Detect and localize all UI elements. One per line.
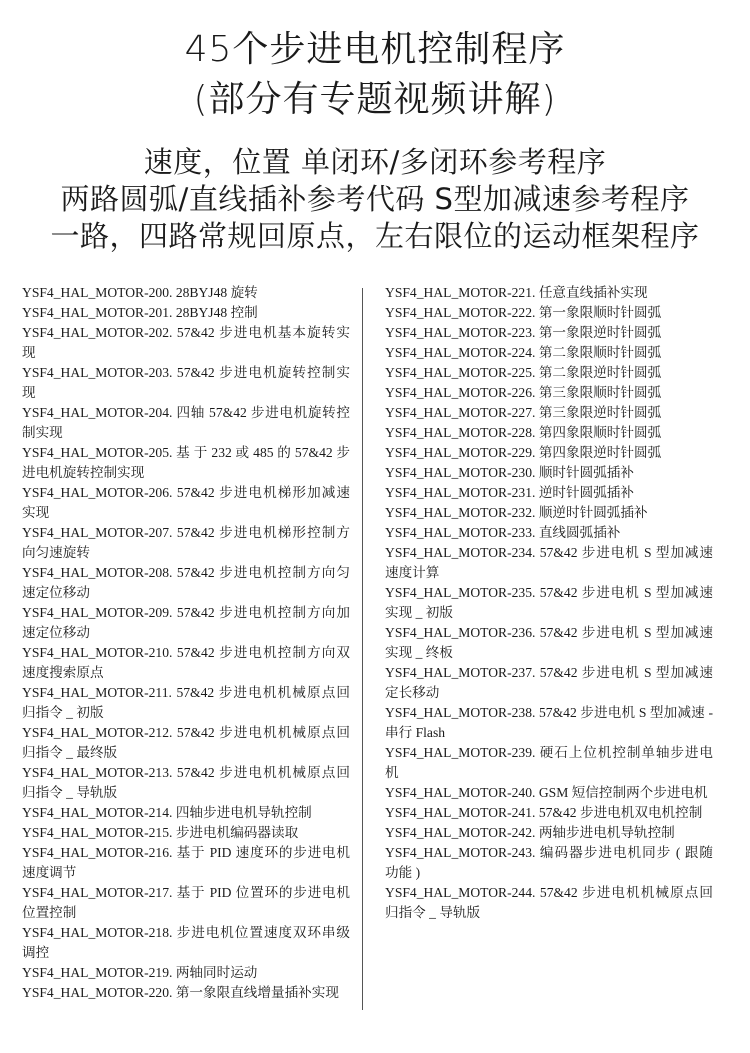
- list-item: YSF4_HAL_MOTOR-219. 两轴同时运动: [22, 965, 258, 980]
- header: [0, 0, 750, 255]
- list-item: YSF4_HAL_MOTOR-222. 第一象限顺时针圆弧: [385, 305, 662, 320]
- page-title: 45个步进电机控制程序: [184, 29, 566, 70]
- list-item: YSF4_HAL_MOTOR-225. 第二象限逆时针圆弧: [385, 365, 662, 380]
- list-item: YSF4_HAL_MOTOR-235. 57&42 步进电机 S 型加减速实现 _ 初版: [385, 585, 713, 620]
- list-item: YSF4_HAL_MOTOR-220. 第一象限直线增量插补实现: [22, 985, 339, 1000]
- list-item: YSF4_HAL_MOTOR-229. 第四象限逆时针圆弧: [385, 445, 662, 460]
- subtitle-line-1: 速度，位置 单闭环/多闭环参考程序: [143, 145, 607, 179]
- left-program-list: [22, 283, 350, 1003]
- list-item: YSF4_HAL_MOTOR-232. 顺逆时针圆弧插补: [385, 505, 648, 520]
- subtitle-line-3: 一路，四路常规回原点，左右限位的运动框架程序: [50, 219, 700, 253]
- list-item: YSF4_HAL_MOTOR-201. 28BYJ48 控制: [22, 305, 258, 320]
- list-item: YSF4_HAL_MOTOR-224. 第二象限顺时针圆弧: [385, 345, 662, 360]
- list-item: YSF4_HAL_MOTOR-200. 28BYJ48 旋转: [22, 285, 258, 300]
- list-item: YSF4_HAL_MOTOR-207. 57&42 步进电机梯形控制方向匀速旋转: [22, 525, 350, 560]
- page-title-note: (部分有专题视频讲解): [193, 79, 557, 120]
- list-item: YSF4_HAL_MOTOR-209. 57&42 步进电机控制方向加速定位移动: [22, 605, 350, 640]
- list-item: YSF4_HAL_MOTOR-228. 第四象限顺时针圆弧: [385, 425, 662, 440]
- list-item: YSF4_HAL_MOTOR-226. 第三象限顺时针圆弧: [385, 385, 662, 400]
- list-item: YSF4_HAL_MOTOR-237. 57&42 步进电机 S 型加减速定长移动: [385, 665, 713, 700]
- list-item: YSF4_HAL_MOTOR-223. 第一象限逆时针圆弧: [385, 325, 662, 340]
- list-item: YSF4_HAL_MOTOR-233. 直线圆弧插补: [385, 525, 621, 540]
- list-item: YSF4_HAL_MOTOR-204. 四轴 57&42 步进电机旋转控制实现: [22, 405, 350, 440]
- list-item: YSF4_HAL_MOTOR-215. 步进电机编码器读取: [22, 825, 299, 840]
- list-item: YSF4_HAL_MOTOR-218. 步进电机位置速度双环串级调控: [22, 925, 350, 960]
- list-item: YSF4_HAL_MOTOR-230. 顺时针圆弧插补: [385, 465, 634, 480]
- list-item: YSF4_HAL_MOTOR-211. 57&42 步进电机机械原点回归指令 _ 初版: [22, 685, 350, 720]
- list-item: YSF4_HAL_MOTOR-213. 57&42 步进电机机械原点回归指令 _ 导轨版: [22, 765, 350, 800]
- list-item: YSF4_HAL_MOTOR-206. 57&42 步进电机梯形加减速实现: [22, 485, 350, 520]
- list-item: YSF4_HAL_MOTOR-231. 逆时针圆弧插补: [385, 485, 634, 500]
- list-item: YSF4_HAL_MOTOR-214. 四轴步进电机导轨控制: [22, 805, 312, 820]
- list-item: YSF4_HAL_MOTOR-216. 基于 PID 速度环的步进电机速度调节: [22, 845, 350, 880]
- list-item: YSF4_HAL_MOTOR-239. 硬石上位机控制单轴步进电机: [385, 745, 713, 780]
- list-item: YSF4_HAL_MOTOR-203. 57&42 步进电机旋转控制实现: [22, 365, 350, 400]
- list-item: YSF4_HAL_MOTOR-236. 57&42 步进电机 S 型加减速实现 _ 终板: [385, 625, 713, 660]
- right-program-list: [385, 283, 713, 923]
- list-item: YSF4_HAL_MOTOR-234. 57&42 步进电机 S 型加减速速度计算: [385, 545, 713, 580]
- list-item: YSF4_HAL_MOTOR-242. 两轴步进电机导轨控制: [385, 825, 675, 840]
- subtitle-line-2: 两路圆弧/直线插补参考代码 S型加减速参考程序: [60, 182, 690, 216]
- list-item: YSF4_HAL_MOTOR-238. 57&42 步进电机 S 型加减速 - 串行 Flash: [385, 705, 713, 740]
- list-item: YSF4_HAL_MOTOR-240. GSM 短信控制两个步进电机: [385, 785, 708, 800]
- list-item: YSF4_HAL_MOTOR-210. 57&42 步进电机控制方向双速度搜索原点: [22, 645, 350, 680]
- list-item: YSF4_HAL_MOTOR-217. 基于 PID 位置环的步进电机位置控制: [22, 885, 350, 920]
- list-item: YSF4_HAL_MOTOR-208. 57&42 步进电机控制方向匀速定位移动: [22, 565, 350, 600]
- list-item: YSF4_HAL_MOTOR-212. 57&42 步进电机机械原点回归指令 _ 最终版: [22, 725, 350, 760]
- list-item: YSF4_HAL_MOTOR-243. 编码器步进电机同步 ( 跟随功能 ): [385, 845, 713, 880]
- list-item: YSF4_HAL_MOTOR-244. 57&42 步进电机机械原点回归指令 _ 导轨版: [385, 885, 713, 920]
- list-item: YSF4_HAL_MOTOR-241. 57&42 步进电机双电机控制: [385, 805, 703, 820]
- list-item: YSF4_HAL_MOTOR-202. 57&42 步进电机基本旋转实现: [22, 325, 350, 360]
- list-item: YSF4_HAL_MOTOR-205. 基 于 232 或 485 的 57&42 步进电机旋转控制实现: [22, 445, 350, 480]
- list-item: YSF4_HAL_MOTOR-227. 第三象限逆时针圆弧: [385, 405, 662, 420]
- list-item: YSF4_HAL_MOTOR-221. 任意直线插补实现: [385, 285, 648, 300]
- column-divider: [362, 288, 363, 1010]
